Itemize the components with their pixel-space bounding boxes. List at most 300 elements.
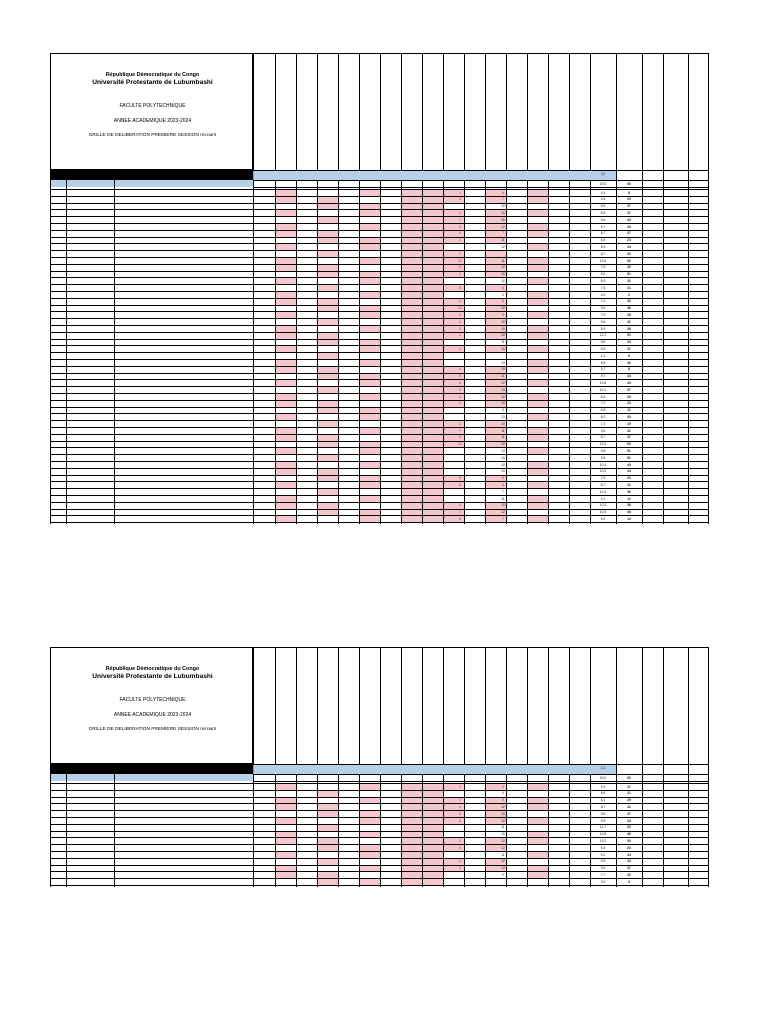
highlight-cell [528,428,548,434]
highlight-cell [423,210,443,216]
highlight-cell [360,306,380,312]
highlight-cell [360,340,380,346]
highlight-cell [402,859,422,865]
highlight-cell [528,798,548,804]
average-score-cell: 5.7 [600,367,606,372]
rank-cell: 53 [627,825,631,830]
rank-cell: 36 [627,489,631,494]
average-score-cell: 6.7 [600,251,606,256]
rank-cell: 32 [627,872,631,877]
highlight-cell [276,503,296,509]
rank-cell: 14 [627,516,631,521]
highlight-cell [402,462,422,468]
fail-count-cell: 5 [459,374,461,379]
highlight-cell [318,319,338,325]
average-score-cell: 7.7 [600,872,606,877]
average-score-cell: 4.1 [600,496,606,501]
universite-label: Université Protestante de Lubumbashi [92,79,213,86]
average-score-cell: 8.7 [600,482,606,487]
highlight-cell [360,326,380,332]
average-score-cell: 10.3 [599,503,607,508]
highlight-cell [423,353,443,359]
average-score-cell: 10.3 [599,462,607,467]
highlight-cell [276,326,296,332]
highlight-cell [423,442,443,448]
rank-cell: 34 [627,852,631,857]
highlight-cell [402,798,422,804]
highlight-cell [402,360,422,366]
rank-cell: 34 [627,818,631,823]
highlight-cell [423,251,443,257]
credit-count-cell: 6 [502,292,504,297]
highlight-cell [360,476,380,482]
rank-cell: 33 [627,278,631,283]
rank-cell: 20 [627,845,631,850]
highlight-cell [276,224,296,230]
highlight-cell [360,224,380,230]
rank-cell: 33 [627,414,631,419]
highlight-cell [360,879,380,885]
credit-count-cell: 10 [501,346,505,351]
average-score-cell: 10.6 [599,380,607,385]
republique-label: République Démocratique du Congo [105,72,200,78]
rank-cell: 29 [627,798,631,803]
credit-count-cell: 10 [501,367,505,372]
rank-cell: 37 [627,866,631,871]
highlight-cell [423,866,443,872]
header-divider [253,170,708,171]
highlight-cell [360,798,380,804]
average-score-cell: 7.2 [600,421,606,426]
highlight-cell [423,394,443,400]
average-score-cell: 8.3 [600,244,606,249]
average-score-cell: 8.7 [600,804,606,809]
highlight-cell [402,482,422,488]
highlight-cell [402,217,422,223]
highlight-cell [402,832,422,838]
credit-count-cell: 10 [501,462,505,467]
fail-count-cell: 3 [459,811,461,816]
highlight-cell [402,455,422,461]
highlight-cell [423,333,443,339]
fail-count-cell: 4 [459,231,461,236]
average-score-cell: 8.9 [600,204,606,209]
highlight-cell [360,210,380,216]
fail-count-cell: 1 [459,190,461,195]
highlight-cell [528,462,548,468]
rank-cell: 37 [627,346,631,351]
credit-count-cell: 10 [501,210,505,215]
credit-count-cell: 8 [502,285,504,290]
fail-count-cell: 4 [459,421,461,426]
highlight-cell [528,333,548,339]
highlight-cell [276,333,296,339]
highlight-cell [318,872,338,878]
highlight-cell [402,340,422,346]
average-score-cell: 9.6 [600,217,606,222]
fail-count-cell: 4 [459,859,461,864]
credit-count-cell: 11 [501,852,505,857]
highlight-cell [423,224,443,230]
highlight-cell [423,510,443,516]
credit-count-cell: 13 [501,448,505,453]
fail-count-cell: 10 [458,258,462,263]
highlight-cell [402,319,422,325]
fail-count-cell: 2 [459,326,461,331]
max-rank: 60 [627,776,631,780]
highlight-cell [402,292,422,298]
highlight-cell [423,482,443,488]
average-score-cell: 9.8 [600,448,606,453]
highlight-cell [423,238,443,244]
fail-count-cell: 3 [459,435,461,440]
average-score-cell: 10.1 [599,387,607,392]
highlight-cell [528,278,548,284]
faculte-label: FACULTE POLYTECHNIQUE [119,103,186,109]
highlight-cell [402,394,422,400]
rank-cell: 31 [627,319,631,324]
average-score-cell: 9.9 [600,818,606,823]
grille-label: GRILLE DE DELIBERATION PREMIERE SESSION recours [88,133,217,138]
rank-cell: 8 [628,367,630,372]
highlight-cell [360,866,380,872]
credit-count-cell: 12 [501,244,505,249]
highlight-cell [276,469,296,475]
credit-count-cell: 10 [501,832,505,837]
credit-count-cell: 11 [501,340,505,345]
credit-count-cell: 10 [501,333,505,338]
highlight-cell [402,333,422,339]
row-divider [50,885,708,886]
average-score-cell: 10.8 [599,832,607,837]
average-score-cell: 9.0 [600,866,606,871]
highlight-cell [276,258,296,264]
average-score-cell: 7.9 [600,312,606,317]
credit-count-cell: 7 [502,197,504,202]
rank-cell: 53 [627,838,631,843]
highlight-cell [402,784,422,790]
credit-count-cell: 12 [501,838,505,843]
highlight-cell [423,401,443,407]
highlight-cell [276,784,296,790]
rank-cell: 43 [627,380,631,385]
rank-cell: 37 [627,784,631,789]
fail-count-cell: 3 [459,845,461,850]
highlight-cell [402,804,422,810]
header-divider [253,187,708,188]
rank-cell: 37 [627,811,631,816]
highlight-cell [486,251,506,257]
highlight-cell [528,360,548,366]
rank-cell: 23 [627,238,631,243]
rank-cell: 11 [627,408,631,413]
credit-count-cell: 10 [501,401,505,406]
average-score-cell: 5.4 [600,845,606,850]
highlight-cell [402,791,422,797]
subheader-blue-cell [67,180,114,187]
highlight-cell [276,292,296,298]
highlight-cell [276,448,296,454]
fail-count-cell: 1 [459,312,461,317]
credit-count-cell: 9 [502,872,504,877]
highlight-cell [318,299,338,305]
average-score-cell: 8.4 [600,394,606,399]
highlight-cell [423,845,443,851]
average-score-cell: 13.2 [599,838,607,843]
highlight-cell [402,866,422,872]
credit-count-cell: 12 [501,845,505,850]
highlight-cell [402,367,422,373]
credit-count-cell: 6 [502,784,504,789]
highlight-cell [423,190,443,196]
credit-count-cell: 11 [501,238,505,243]
rank-cell: 31 [627,482,631,487]
highlight-cell [402,408,422,414]
highlight-cell [423,421,443,427]
highlight-cell [318,197,338,203]
rank-cell: 51 [627,448,631,453]
rank-cell: 37 [627,435,631,440]
fail-count-cell: 10 [458,306,462,311]
rank-cell: 33 [627,299,631,304]
highlight-cell [318,374,338,380]
highlight-cell [423,462,443,468]
fail-count-cell: 3 [459,482,461,487]
fail-count-cell: 4 [459,319,461,324]
highlight-cell [402,231,422,237]
credit-count-cell: 10 [501,469,505,474]
highlight-cell [402,469,422,475]
highlight-cell [318,401,338,407]
highlight-cell [528,190,548,196]
highlight-cell [318,238,338,244]
credit-count-cell: 11 [501,374,505,379]
highlight-cell [318,476,338,482]
highlight-cell [276,414,296,420]
credit-count-cell: 13 [501,414,505,419]
average-score-cell: 7.0 [600,401,606,406]
highlight-cell [528,503,548,509]
highlight-cell [402,272,422,278]
rank-cell: 44 [627,859,631,864]
highlight-cell [423,326,443,332]
average-score-cell: 8.9 [600,326,606,331]
fail-count-cell: 2 [459,394,461,399]
top-border [253,647,708,648]
highlight-cell [360,408,380,414]
highlight-cell [318,845,338,851]
highlight-cell [360,482,380,488]
highlight-cell [423,265,443,271]
fail-count-cell: 1 [459,401,461,406]
credit-count-cell: 12 [501,859,505,864]
highlight-cell [360,442,380,448]
fail-count-cell: 3 [459,838,461,843]
header-blue-bar [253,170,616,180]
rank-cell: 46 [627,832,631,837]
highlight-cell [360,312,380,318]
average-score-cell: 3.0 [600,879,606,884]
highlight-cell [528,197,548,203]
highlight-cell [423,852,443,858]
max-score: 20.0 [599,182,607,186]
average-score-cell: 1.2 [600,353,606,358]
fail-count-cell: 1 [459,784,461,789]
highlight-cell [402,421,422,427]
row-divider [50,522,708,523]
rank-cell: 36 [627,503,631,508]
highlight-cell [423,879,443,885]
rank-cell: 19 [627,421,631,426]
average-score-cell: 7.5 [600,476,606,481]
highlight-cell [423,408,443,414]
credit-count-cell: 11 [501,496,505,501]
credit-count-cell: 10 [501,394,505,399]
highlight-cell [318,204,338,210]
rank-cell: 30 [627,360,631,365]
highlight-cell [318,804,338,810]
highlight-cell [360,811,380,817]
rank-cell: 37 [627,231,631,236]
column-divider [708,647,709,887]
highlight-cell [318,285,338,291]
average-score-cell: 8.5 [600,210,606,215]
subheader-blue-cell [51,180,66,187]
highlight-cell [276,360,296,366]
average-score-cell: 8.1 [600,798,606,803]
highlight-cell [423,516,443,522]
highlight-cell [528,265,548,271]
fail-count-cell: 7 [459,217,461,222]
highlight-cell [360,258,380,264]
highlight-cell [402,306,422,312]
credit-count-cell: 10 [501,319,505,324]
highlight-cell [276,462,296,468]
rank-cell: 44 [627,469,631,474]
average-score-cell: 13.0 [599,258,607,263]
header-blue-bar [253,764,616,774]
highlight-cell [528,292,548,298]
rank-cell: 41 [627,428,631,433]
average-score-cell: 6.7 [600,224,606,229]
highlight-cell [318,367,338,373]
highlight-cell [528,367,548,373]
highlight-cell [402,442,422,448]
sheet-header [50,53,253,170]
subheader-blue-cell [115,774,253,781]
rank-cell: 28 [627,312,631,317]
highlight-cell [528,866,548,872]
rank-cell: 23 [627,476,631,481]
highlight-cell [423,455,443,461]
rank-cell: 36 [627,306,631,311]
average-score-cell: 9.0 [600,516,606,521]
highlight-cell [423,489,443,495]
average-score-cell: 2.0 [600,292,606,297]
highlight-cell [402,387,422,393]
highlight-cell [423,832,443,838]
highlight-cell [276,435,296,441]
highlight-cell [318,442,338,448]
rank-cell: 3 [628,879,630,884]
highlight-cell [318,251,338,257]
rank-cell: 2 [628,292,630,297]
average-score-cell: 5.5 [600,197,606,202]
highlight-cell [318,408,338,414]
highlight-cell [360,278,380,284]
highlight-cell [402,244,422,250]
highlight-cell [528,469,548,475]
credit-count-cell: 12 [501,265,505,270]
max-score: 20.0 [599,776,607,780]
rank-cell: 8 [628,190,630,195]
fail-count-cell: 2 [459,866,461,871]
average-score-cell: 7.5 [600,265,606,270]
highlight-cell [276,832,296,838]
rank-cell: 12 [627,496,631,501]
average-score-cell: 8.8 [600,360,606,365]
average-score-cell: 11.7 [599,825,607,830]
highlight-cell [528,804,548,810]
highlight-cell [402,299,422,305]
subheader-blue-cell [51,774,66,781]
highlight-cell [423,367,443,373]
highlight-cell [402,428,422,434]
highlight-cell [276,299,296,305]
highlight-cell [318,421,338,427]
credit-count-cell: 11 [501,258,505,263]
credit-count-cell: 10 [501,503,505,508]
average-score-cell: 9.2 [600,852,606,857]
highlight-cell [402,312,422,318]
highlight-cell [402,476,422,482]
fail-count-cell: 1 [459,272,461,277]
highlight-cell [528,482,548,488]
header-black-bar [50,764,253,774]
highlight-cell [276,872,296,878]
highlight-cell [528,516,548,522]
fail-count-cell: 2 [459,210,461,215]
highlight-cell [423,838,443,844]
average-score-cell: 9.6 [600,428,606,433]
rank-cell: 44 [627,224,631,229]
highlight-cell [423,469,443,475]
highlight-cell [423,798,443,804]
header-black-bar [50,170,253,180]
credit-count-cell: 7 [502,489,504,494]
credit-count-cell: 13 [501,866,505,871]
header-divider [253,781,708,782]
average-score-cell: 9.5 [600,455,606,460]
rank-cell: 5 [628,353,630,358]
fail-count-cell: 6 [459,285,461,290]
highlight-cell [528,401,548,407]
subheader-blue-cell [67,774,114,781]
annee-label: ANNEE ACADEMIQUE 2023-2024 [113,712,192,718]
highlight-cell [360,510,380,516]
credit-count-cell: 8 [502,299,504,304]
fail-count-cell: 8 [459,818,461,823]
rank-cell: 57 [627,387,631,392]
credit-count-cell: 10 [501,217,505,222]
fail-count-cell: 3 [459,503,461,508]
highlight-cell [318,435,338,441]
highlight-cell [423,811,443,817]
highlight-cell [360,414,380,420]
highlight-cell [402,285,422,291]
highlight-cell [360,516,380,522]
highlight-cell [360,272,380,278]
